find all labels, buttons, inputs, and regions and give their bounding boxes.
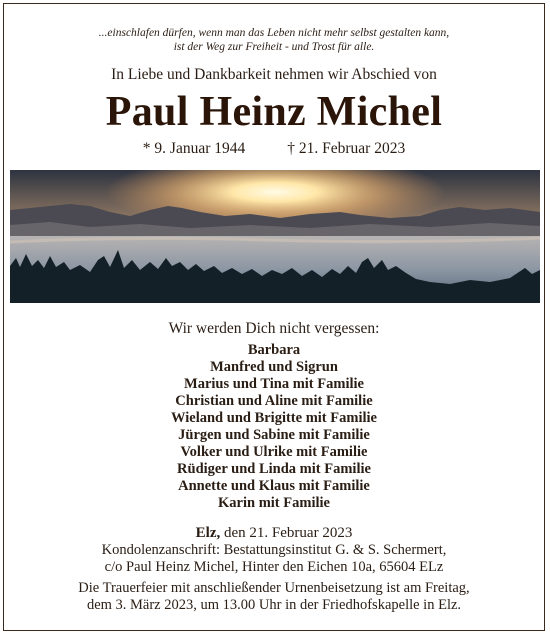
life-dates <box>4 140 544 158</box>
address-line-2: c/o Paul Heinz Michel, Hinter den Eichen 10a, 65604 ELz <box>104 559 444 575</box>
quote-line-1: ...einschlafen dürfen, wenn man das Leben nicht mehr selbst gestalten kann, <box>98 27 450 39</box>
place-date <box>4 525 544 542</box>
mourner: Christian und Aline mit Familie <box>175 393 373 409</box>
intro-text: In Liebe und Dankbarkeit nehmen wir Abschied von <box>111 66 437 83</box>
mourner: Wieland und Brigitte mit Familie <box>171 410 377 426</box>
obituary-frame <box>3 3 545 631</box>
quote-line-2: ist der Weg zur Freiheit - und Trost für alle. <box>173 41 375 53</box>
mourner: Marius und Tina mit Familie <box>184 376 364 392</box>
address-line-1: Kondolenzanschrift: Bestattungsinstitut G. & S. Schermert, <box>101 542 447 558</box>
deceased-name: Paul Heinz Michel <box>105 89 443 135</box>
place-town: Elz, <box>195 525 221 541</box>
birth-date: * 9. Januar 1944 <box>142 140 246 157</box>
condolence-address <box>4 542 544 576</box>
ceremony-line-2: dem 3. März 2023, um 13.00 Uhr in der Friedhofskapelle in Elz. <box>86 597 462 613</box>
ceremony-line-1: Die Trauerfeier mit anschließender Urnenbeisetzung ist am Freitag, <box>78 580 470 596</box>
place-date-text: den 21. Februar 2023 <box>220 525 353 541</box>
mourner: Manfred und Sigrun <box>210 359 338 375</box>
mourner: Annette und Klaus mit Familie <box>178 478 370 494</box>
memory-line: Wir werden Dich nicht vergessen: <box>168 320 380 337</box>
ceremony-info <box>4 580 544 614</box>
mourners-list <box>4 342 544 512</box>
mourner: Volker und Ulrike mit Familie <box>180 444 368 460</box>
mourner: Karin mit Familie <box>218 495 330 511</box>
mourner: Barbara <box>247 342 301 358</box>
mourner: Rüdiger und Linda mit Familie <box>177 461 371 477</box>
death-date: † 21. Februar 2023 <box>287 140 406 157</box>
quote <box>4 26 544 54</box>
sunset-mountains-photo <box>10 170 540 303</box>
mourner: Jürgen und Sabine mit Familie <box>178 427 370 443</box>
